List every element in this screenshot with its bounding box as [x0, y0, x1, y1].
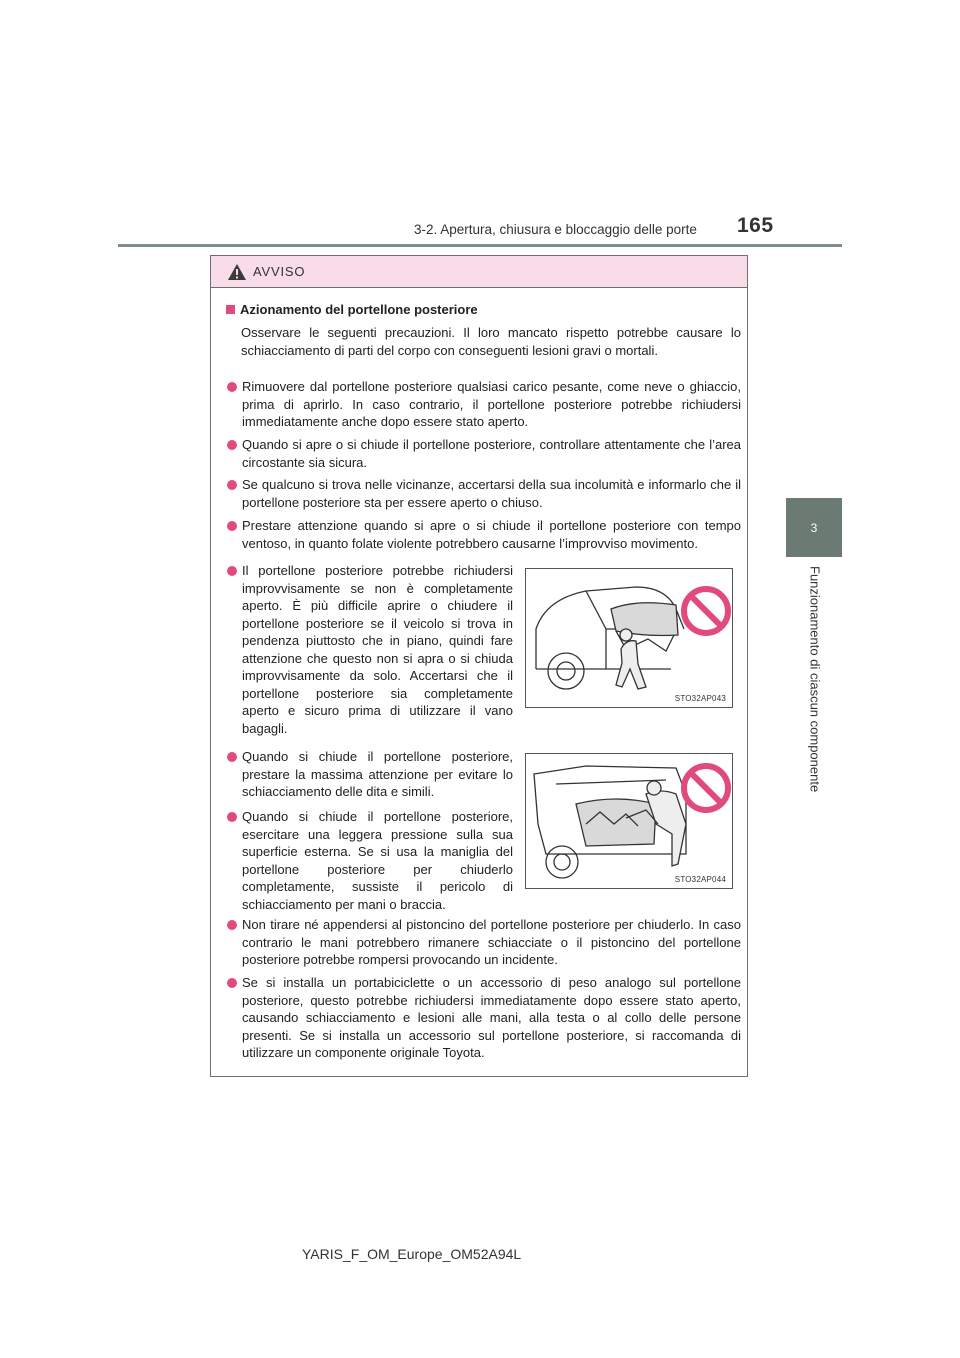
- list-item-text: Se si installa un portabiciclette o un accessorio di peso analogo sul portellone posteriore, questo potrebbe richiudersi immediatamente dopo essere stato aperto, causando schiacciamento e lesioni alle mani, alla testa o al collo delle persone presenti. Se si installa un accessorio sul portellone posteriore, si raccomanda di utilizzare un componente originale Toyota.: [242, 975, 741, 1060]
- bullet-dot-icon: [227, 566, 237, 576]
- bullet-dot-icon: [227, 521, 237, 531]
- bullet-dot-icon: [227, 920, 237, 930]
- section-heading: [226, 302, 478, 317]
- car-rear-illustration: [526, 569, 733, 708]
- bullet-dot-icon: [227, 382, 237, 392]
- illustration-tailgate-closing: [525, 568, 733, 708]
- header-divider: [118, 244, 842, 247]
- intro-paragraph: Osservare le seguenti precauzioni. Il loro mancato rispetto potrebbe causare lo schiacciamento di parti del corpo con conseguenti lesioni gravi o mortali.: [241, 325, 741, 358]
- figure-code: STO32AP043: [674, 694, 726, 703]
- running-header: 3-2. Apertura, chiusura e bloccaggio delle porte: [414, 222, 697, 237]
- prohibition-icon: [684, 589, 728, 633]
- prohibition-icon: [684, 766, 728, 810]
- list-item-text: Se qualcuno si trova nelle vicinanze, accertarsi della sua incolumità e informarlo che il portellone posteriore sta per essere aperto o chiuso.: [242, 477, 741, 510]
- list-item: [227, 916, 741, 969]
- square-bullet-icon: [226, 305, 235, 314]
- list-item: [227, 517, 741, 552]
- illustration-tailgate-fingers: [525, 753, 733, 889]
- figure-code: STO32AP044: [674, 875, 726, 884]
- list-item-text: Quando si chiude il portellone posteriore, esercitare una leggera pressione sulla sua superficie esterna. Se si usa la maniglia del portellone posteriore per chiuderlo completamente, sussiste il pericolo di schiacciamento per mani o braccia.: [242, 809, 513, 912]
- list-item: [227, 378, 741, 431]
- bullet-dot-icon: [227, 752, 237, 762]
- car-rear-illustration: [526, 754, 733, 889]
- chapter-title: Funzionamento di ciascun componente: [807, 566, 823, 793]
- list-item: [227, 562, 513, 737]
- list-item-text: Quando si apre o si chiude il portellone posteriore, controllare attentamente che l’area circostante sia sicura.: [242, 437, 741, 470]
- list-item: [227, 748, 513, 801]
- bullet-dot-icon: [227, 480, 237, 490]
- list-item-text: Quando si chiude il portellone posteriore, prestare la massima attenzione per evitare lo schiacciamento delle dita e simili.: [242, 749, 513, 799]
- list-item-text: Prestare attenzione quando si apre o si chiude il portellone posteriore con tempo ventoso, in quanto folate violente potrebbero causarne l’improvviso movimento.: [242, 518, 741, 551]
- chapter-tab[interactable]: [786, 498, 842, 557]
- warning-label: AVVISO: [253, 264, 306, 279]
- list-item: [227, 476, 741, 511]
- list-item-text: Rimuovere dal portellone posteriore qualsiasi carico pesante, come neve o ghiaccio, prima di aprirlo. In caso contrario, il portellone posteriore potrebbe richiudersi immediatamente anche dopo essere stato aperto.: [242, 379, 741, 429]
- section-heading-text: Azionamento del portellone posteriore: [240, 302, 478, 317]
- list-item-text: Il portellone posteriore potrebbe richiudersi improvvisamente se non è completamente aperto. È più difficile aprire o chiudere il portellone posteriore se il veicolo si trova in pendenza piuttosto che in piano, quindi fare attenzione che questo non si apra o si chiuda improvvisamente da solo. Accertarsi che il portellone posteriore sia completamente aperto e sicuro prima di utilizzare il vano bagagli.: [242, 563, 513, 736]
- bullet-dot-icon: [227, 812, 237, 822]
- warning-box: [210, 255, 748, 1077]
- list-item: [227, 436, 741, 471]
- document-id: YARIS_F_OM_Europe_OM52A94L: [302, 1246, 522, 1262]
- page-number: 165: [737, 214, 774, 237]
- bullet-dot-icon: [227, 978, 237, 988]
- bullet-dot-icon: [227, 440, 237, 450]
- list-item: [227, 808, 513, 913]
- chapter-number: 3: [810, 520, 818, 535]
- list-item: [227, 974, 741, 1062]
- list-item-text: Non tirare né appendersi al pistoncino del portellone posteriore per chiuderlo. In caso contrario le mani potrebbero rimanere schiacciate o il pistoncino del portellone posteriore potrebbe rompersi provocando un incidente.: [242, 917, 741, 967]
